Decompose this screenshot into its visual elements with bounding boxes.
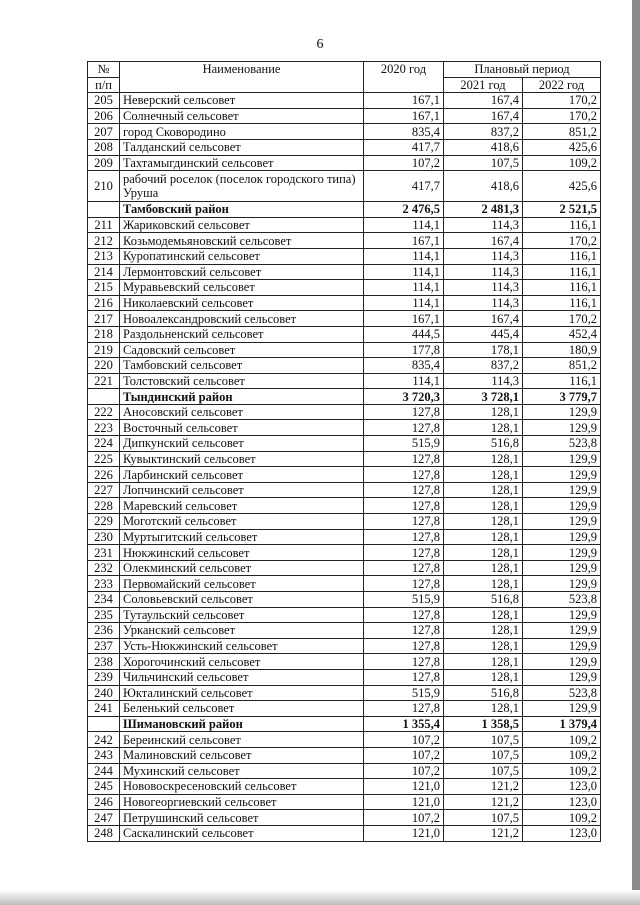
value-2020: 127,8 bbox=[364, 669, 444, 685]
settlement-name: Новоалександровский сельсовет bbox=[120, 311, 364, 327]
value-2021: 114,3 bbox=[444, 373, 523, 389]
settlement-name: Олекминский сельсовет bbox=[120, 560, 364, 576]
value-2021: 128,1 bbox=[444, 607, 523, 623]
table-row bbox=[88, 607, 601, 623]
value-2022: 116,1 bbox=[523, 217, 601, 233]
value-2021: 128,1 bbox=[444, 482, 523, 498]
settlement-name: Тахтамыгдинский сельсовет bbox=[120, 155, 364, 171]
row-number: 206 bbox=[88, 108, 120, 124]
row-number: 248 bbox=[88, 825, 120, 841]
row-number bbox=[88, 389, 120, 405]
value-2020: 127,8 bbox=[364, 545, 444, 561]
value-2020: 127,8 bbox=[364, 654, 444, 670]
settlement-name: рабочий роселок (поселок городского типа) Уруша bbox=[120, 171, 364, 202]
value-2022: 116,1 bbox=[523, 280, 601, 296]
value-2020: 167,1 bbox=[364, 93, 444, 109]
value-2021: 107,5 bbox=[444, 732, 523, 748]
value-2022: 851,2 bbox=[523, 358, 601, 374]
row-number: 232 bbox=[88, 560, 120, 576]
value-2022: 3 779,7 bbox=[523, 389, 601, 405]
row-number: 247 bbox=[88, 810, 120, 826]
value-2021: 516,8 bbox=[444, 436, 523, 452]
settlement-name: Саскалинский сельсовет bbox=[120, 825, 364, 841]
row-number: 237 bbox=[88, 638, 120, 654]
value-2022: 425,6 bbox=[523, 139, 601, 155]
table-row bbox=[88, 233, 601, 249]
value-2022: 523,8 bbox=[523, 685, 601, 701]
table-row bbox=[88, 404, 601, 420]
value-2020: 114,1 bbox=[364, 264, 444, 280]
value-2021: 114,3 bbox=[444, 248, 523, 264]
value-2020: 835,4 bbox=[364, 124, 444, 140]
value-2020: 127,8 bbox=[364, 529, 444, 545]
settlement-name: Аносовский сельсовет bbox=[120, 404, 364, 420]
value-2020: 127,8 bbox=[364, 701, 444, 717]
settlement-name: Ларбинский сельсовет bbox=[120, 467, 364, 483]
value-2020: 167,1 bbox=[364, 233, 444, 249]
settlement-name: Усть-Нюкжинский сельсовет bbox=[120, 638, 364, 654]
settlement-name: Юкталинский сельсовет bbox=[120, 685, 364, 701]
settlement-name: Хорогочинский сельсовет bbox=[120, 654, 364, 670]
row-number: 208 bbox=[88, 139, 120, 155]
settlement-name: Николаевский сельсовет bbox=[120, 295, 364, 311]
table-row bbox=[88, 373, 601, 389]
settlement-name: Дипкунский сельсовет bbox=[120, 436, 364, 452]
value-2021: 128,1 bbox=[444, 545, 523, 561]
value-2020: 444,5 bbox=[364, 326, 444, 342]
value-2021: 128,1 bbox=[444, 576, 523, 592]
row-number: 219 bbox=[88, 342, 120, 358]
value-2022: 123,0 bbox=[523, 779, 601, 795]
row-number: 243 bbox=[88, 747, 120, 763]
value-2021: 128,1 bbox=[444, 638, 523, 654]
value-2020: 177,8 bbox=[364, 342, 444, 358]
settlement-name: Беленький сельсовет bbox=[120, 701, 364, 717]
table-row bbox=[88, 217, 601, 233]
value-2020: 515,9 bbox=[364, 685, 444, 701]
value-2021: 128,1 bbox=[444, 467, 523, 483]
value-2021: 114,3 bbox=[444, 295, 523, 311]
district-name: Тамбовский район bbox=[120, 202, 364, 218]
table-row bbox=[88, 498, 601, 514]
settlement-name: Лопчинский сельсовет bbox=[120, 482, 364, 498]
value-2020: 121,0 bbox=[364, 825, 444, 841]
value-2022: 109,2 bbox=[523, 747, 601, 763]
district-row bbox=[88, 202, 601, 218]
table-row bbox=[88, 685, 601, 701]
value-2021: 121,2 bbox=[444, 825, 523, 841]
settlement-name: Козьмодемьяновский сельсовет bbox=[120, 233, 364, 249]
row-number: 225 bbox=[88, 451, 120, 467]
row-number: 214 bbox=[88, 264, 120, 280]
table-body bbox=[88, 93, 601, 841]
settlement-name: Тамбовский сельсовет bbox=[120, 358, 364, 374]
value-2020: 127,8 bbox=[364, 451, 444, 467]
value-2020: 127,8 bbox=[364, 482, 444, 498]
table-row bbox=[88, 592, 601, 608]
settlement-name: Береинский сельсовет bbox=[120, 732, 364, 748]
value-2022: 123,0 bbox=[523, 794, 601, 810]
value-2021: 121,2 bbox=[444, 779, 523, 795]
settlement-name: Муртыгитский сельсовет bbox=[120, 529, 364, 545]
value-2022: 129,9 bbox=[523, 623, 601, 639]
row-number: 241 bbox=[88, 701, 120, 717]
value-2022: 523,8 bbox=[523, 436, 601, 452]
value-2020: 127,8 bbox=[364, 560, 444, 576]
table-row bbox=[88, 794, 601, 810]
value-2021: 445,4 bbox=[444, 326, 523, 342]
row-number: 245 bbox=[88, 779, 120, 795]
value-2022: 170,2 bbox=[523, 311, 601, 327]
value-2022: 851,2 bbox=[523, 124, 601, 140]
value-2021: 167,4 bbox=[444, 233, 523, 249]
value-2021: 107,5 bbox=[444, 763, 523, 779]
value-2021: 114,3 bbox=[444, 280, 523, 296]
row-number: 239 bbox=[88, 669, 120, 685]
row-number: 205 bbox=[88, 93, 120, 109]
value-2020: 127,8 bbox=[364, 514, 444, 530]
header-number-symbol: № bbox=[88, 62, 120, 78]
value-2021: 128,1 bbox=[444, 529, 523, 545]
row-number: 222 bbox=[88, 404, 120, 420]
row-number bbox=[88, 202, 120, 218]
district-row bbox=[88, 389, 601, 405]
settlement-name: Малиновский сельсовет bbox=[120, 747, 364, 763]
value-2022: 129,9 bbox=[523, 420, 601, 436]
row-number: 215 bbox=[88, 280, 120, 296]
table-row bbox=[88, 93, 601, 109]
value-2021: 418,6 bbox=[444, 171, 523, 202]
value-2022: 452,4 bbox=[523, 326, 601, 342]
value-2020: 114,1 bbox=[364, 280, 444, 296]
table-row bbox=[88, 576, 601, 592]
value-2022: 129,9 bbox=[523, 560, 601, 576]
value-2021: 107,5 bbox=[444, 747, 523, 763]
settlement-name: Нюкжинский сельсовет bbox=[120, 545, 364, 561]
table-row bbox=[88, 545, 601, 561]
row-number bbox=[88, 716, 120, 732]
settlement-name: Восточный сельсовет bbox=[120, 420, 364, 436]
settlement-name: Раздольненский сельсовет bbox=[120, 326, 364, 342]
table-row bbox=[88, 436, 601, 452]
table-row bbox=[88, 295, 601, 311]
value-2020: 114,1 bbox=[364, 217, 444, 233]
value-2022: 109,2 bbox=[523, 810, 601, 826]
table-row bbox=[88, 638, 601, 654]
row-number: 229 bbox=[88, 514, 120, 530]
row-number: 230 bbox=[88, 529, 120, 545]
value-2020: 127,8 bbox=[364, 420, 444, 436]
value-2020: 127,8 bbox=[364, 607, 444, 623]
table-header bbox=[88, 62, 601, 93]
header-name: Наименование bbox=[120, 62, 364, 93]
table-row bbox=[88, 171, 601, 202]
row-number: 233 bbox=[88, 576, 120, 592]
value-2021: 128,1 bbox=[444, 420, 523, 436]
row-number: 244 bbox=[88, 763, 120, 779]
value-2022: 425,6 bbox=[523, 171, 601, 202]
value-2021: 121,2 bbox=[444, 794, 523, 810]
value-2020: 107,2 bbox=[364, 732, 444, 748]
header-year-2021: 2021 год bbox=[444, 77, 523, 93]
value-2022: 129,9 bbox=[523, 498, 601, 514]
row-number: 235 bbox=[88, 607, 120, 623]
row-number: 218 bbox=[88, 326, 120, 342]
value-2021: 2 481,3 bbox=[444, 202, 523, 218]
value-2021: 167,4 bbox=[444, 93, 523, 109]
value-2021: 837,2 bbox=[444, 124, 523, 140]
value-2022: 129,9 bbox=[523, 654, 601, 670]
value-2020: 515,9 bbox=[364, 436, 444, 452]
row-number: 209 bbox=[88, 155, 120, 171]
table-row bbox=[88, 623, 601, 639]
value-2021: 128,1 bbox=[444, 701, 523, 717]
value-2021: 128,1 bbox=[444, 669, 523, 685]
settlement-name: Толстовский сельсовет bbox=[120, 373, 364, 389]
value-2020: 835,4 bbox=[364, 358, 444, 374]
table-row bbox=[88, 326, 601, 342]
row-number: 210 bbox=[88, 171, 120, 202]
table-row bbox=[88, 482, 601, 498]
settlement-name: город Сковородино bbox=[120, 124, 364, 140]
value-2020: 107,2 bbox=[364, 155, 444, 171]
settlement-name: Соловьевский сельсовет bbox=[120, 592, 364, 608]
table-row bbox=[88, 139, 601, 155]
settlement-name: Моготский сельсовет bbox=[120, 514, 364, 530]
district-name: Шимановский район bbox=[120, 716, 364, 732]
value-2020: 127,8 bbox=[364, 404, 444, 420]
value-2020: 114,1 bbox=[364, 248, 444, 264]
settlement-name: Нововоскресеновский сельсовет bbox=[120, 779, 364, 795]
value-2020: 167,1 bbox=[364, 311, 444, 327]
value-2022: 109,2 bbox=[523, 763, 601, 779]
row-number: 236 bbox=[88, 623, 120, 639]
settlement-name: Лермонтовский сельсовет bbox=[120, 264, 364, 280]
table-row bbox=[88, 701, 601, 717]
settlement-name: Талданский сельсовет bbox=[120, 139, 364, 155]
header-number-abbrev: п/п bbox=[88, 77, 120, 93]
row-number: 234 bbox=[88, 592, 120, 608]
value-2020: 417,7 bbox=[364, 139, 444, 155]
value-2022: 109,2 bbox=[523, 155, 601, 171]
table-row bbox=[88, 810, 601, 826]
value-2022: 129,9 bbox=[523, 529, 601, 545]
value-2021: 128,1 bbox=[444, 623, 523, 639]
value-2021: 128,1 bbox=[444, 498, 523, 514]
value-2021: 516,8 bbox=[444, 685, 523, 701]
table-row bbox=[88, 108, 601, 124]
value-2022: 170,2 bbox=[523, 233, 601, 249]
value-2022: 129,9 bbox=[523, 545, 601, 561]
row-number: 224 bbox=[88, 436, 120, 452]
table-row bbox=[88, 155, 601, 171]
value-2022: 116,1 bbox=[523, 264, 601, 280]
value-2020: 417,7 bbox=[364, 171, 444, 202]
budget-table bbox=[87, 61, 601, 842]
value-2020: 107,2 bbox=[364, 810, 444, 826]
row-number: 217 bbox=[88, 311, 120, 327]
value-2022: 129,9 bbox=[523, 482, 601, 498]
table-row bbox=[88, 669, 601, 685]
value-2022: 2 521,5 bbox=[523, 202, 601, 218]
value-2020: 127,8 bbox=[364, 576, 444, 592]
table-row bbox=[88, 529, 601, 545]
table-row bbox=[88, 311, 601, 327]
value-2020: 121,0 bbox=[364, 794, 444, 810]
header-planned-period: Плановый период bbox=[444, 62, 601, 78]
value-2020: 3 720,3 bbox=[364, 389, 444, 405]
row-number: 226 bbox=[88, 467, 120, 483]
row-number: 242 bbox=[88, 732, 120, 748]
value-2022: 1 379,4 bbox=[523, 716, 601, 732]
table-row bbox=[88, 280, 601, 296]
table-row bbox=[88, 342, 601, 358]
value-2022: 170,2 bbox=[523, 93, 601, 109]
table-row bbox=[88, 560, 601, 576]
value-2022: 129,9 bbox=[523, 451, 601, 467]
table-row bbox=[88, 763, 601, 779]
value-2021: 128,1 bbox=[444, 514, 523, 530]
value-2022: 109,2 bbox=[523, 732, 601, 748]
value-2022: 129,9 bbox=[523, 669, 601, 685]
value-2022: 129,9 bbox=[523, 607, 601, 623]
settlement-name: Новогеоргиевский сельсовет bbox=[120, 794, 364, 810]
row-number: 213 bbox=[88, 248, 120, 264]
row-number: 221 bbox=[88, 373, 120, 389]
settlement-name: Неверский сельсовет bbox=[120, 93, 364, 109]
settlement-name: Чильчинский сельсовет bbox=[120, 669, 364, 685]
table-row bbox=[88, 747, 601, 763]
scan-bottom-shadow bbox=[0, 890, 640, 905]
value-2020: 127,8 bbox=[364, 467, 444, 483]
row-number: 240 bbox=[88, 685, 120, 701]
value-2022: 129,9 bbox=[523, 467, 601, 483]
settlement-name: Урканский сельсовет bbox=[120, 623, 364, 639]
value-2022: 116,1 bbox=[523, 248, 601, 264]
value-2021: 178,1 bbox=[444, 342, 523, 358]
table-row bbox=[88, 124, 601, 140]
value-2022: 129,9 bbox=[523, 701, 601, 717]
settlement-name: Маревский сельсовет bbox=[120, 498, 364, 514]
row-number: 227 bbox=[88, 482, 120, 498]
table-row bbox=[88, 467, 601, 483]
value-2020: 127,8 bbox=[364, 638, 444, 654]
value-2022: 116,1 bbox=[523, 373, 601, 389]
row-number: 220 bbox=[88, 358, 120, 374]
row-number: 246 bbox=[88, 794, 120, 810]
value-2022: 116,1 bbox=[523, 295, 601, 311]
settlement-name: Куропатинский сельсовет bbox=[120, 248, 364, 264]
table-row bbox=[88, 514, 601, 530]
value-2021: 516,8 bbox=[444, 592, 523, 608]
row-number: 231 bbox=[88, 545, 120, 561]
settlement-name: Петрушинский сельсовет bbox=[120, 810, 364, 826]
table-row bbox=[88, 358, 601, 374]
value-2022: 129,9 bbox=[523, 576, 601, 592]
settlement-name: Кувыктинский сельсовет bbox=[120, 451, 364, 467]
row-number: 216 bbox=[88, 295, 120, 311]
district-row bbox=[88, 716, 601, 732]
table-row bbox=[88, 732, 601, 748]
value-2021: 128,1 bbox=[444, 654, 523, 670]
table-row bbox=[88, 451, 601, 467]
value-2021: 1 358,5 bbox=[444, 716, 523, 732]
value-2020: 2 476,5 bbox=[364, 202, 444, 218]
settlement-name: Жариковский сельсовет bbox=[120, 217, 364, 233]
scan-edge-shadow bbox=[632, 0, 640, 905]
value-2021: 128,1 bbox=[444, 451, 523, 467]
value-2022: 129,9 bbox=[523, 514, 601, 530]
header-year-2020: 2020 год bbox=[364, 62, 444, 93]
settlement-name: Мухинский сельсовет bbox=[120, 763, 364, 779]
value-2020: 114,1 bbox=[364, 373, 444, 389]
value-2022: 129,9 bbox=[523, 638, 601, 654]
value-2021: 107,5 bbox=[444, 810, 523, 826]
table-row bbox=[88, 248, 601, 264]
value-2022: 129,9 bbox=[523, 404, 601, 420]
value-2022: 180,9 bbox=[523, 342, 601, 358]
value-2021: 837,2 bbox=[444, 358, 523, 374]
value-2022: 123,0 bbox=[523, 825, 601, 841]
value-2021: 167,4 bbox=[444, 311, 523, 327]
value-2022: 170,2 bbox=[523, 108, 601, 124]
table-row bbox=[88, 825, 601, 841]
district-name: Тындинский район bbox=[120, 389, 364, 405]
value-2020: 127,8 bbox=[364, 623, 444, 639]
settlement-name: Тутаульский сельсовет bbox=[120, 607, 364, 623]
settlement-name: Первомайский сельсовет bbox=[120, 576, 364, 592]
row-number: 211 bbox=[88, 217, 120, 233]
settlement-name: Муравьевский сельсовет bbox=[120, 280, 364, 296]
table-row bbox=[88, 264, 601, 280]
row-number: 228 bbox=[88, 498, 120, 514]
row-number: 223 bbox=[88, 420, 120, 436]
table-row bbox=[88, 420, 601, 436]
value-2020: 515,9 bbox=[364, 592, 444, 608]
row-number: 238 bbox=[88, 654, 120, 670]
table-row bbox=[88, 779, 601, 795]
row-number: 212 bbox=[88, 233, 120, 249]
value-2020: 167,1 bbox=[364, 108, 444, 124]
value-2021: 114,3 bbox=[444, 264, 523, 280]
settlement-name: Садовский сельсовет bbox=[120, 342, 364, 358]
row-number: 207 bbox=[88, 124, 120, 140]
value-2021: 3 728,1 bbox=[444, 389, 523, 405]
header-year-2022: 2022 год bbox=[523, 77, 601, 93]
value-2021: 107,5 bbox=[444, 155, 523, 171]
value-2021: 114,3 bbox=[444, 217, 523, 233]
table-row bbox=[88, 654, 601, 670]
value-2021: 418,6 bbox=[444, 139, 523, 155]
settlement-name: Солнечный сельсовет bbox=[120, 108, 364, 124]
value-2021: 128,1 bbox=[444, 404, 523, 420]
value-2020: 127,8 bbox=[364, 498, 444, 514]
value-2020: 121,0 bbox=[364, 779, 444, 795]
value-2021: 128,1 bbox=[444, 560, 523, 576]
page-number: 6 bbox=[316, 37, 324, 52]
value-2021: 167,4 bbox=[444, 108, 523, 124]
value-2020: 107,2 bbox=[364, 747, 444, 763]
value-2020: 1 355,4 bbox=[364, 716, 444, 732]
value-2020: 114,1 bbox=[364, 295, 444, 311]
value-2022: 523,8 bbox=[523, 592, 601, 608]
value-2020: 107,2 bbox=[364, 763, 444, 779]
